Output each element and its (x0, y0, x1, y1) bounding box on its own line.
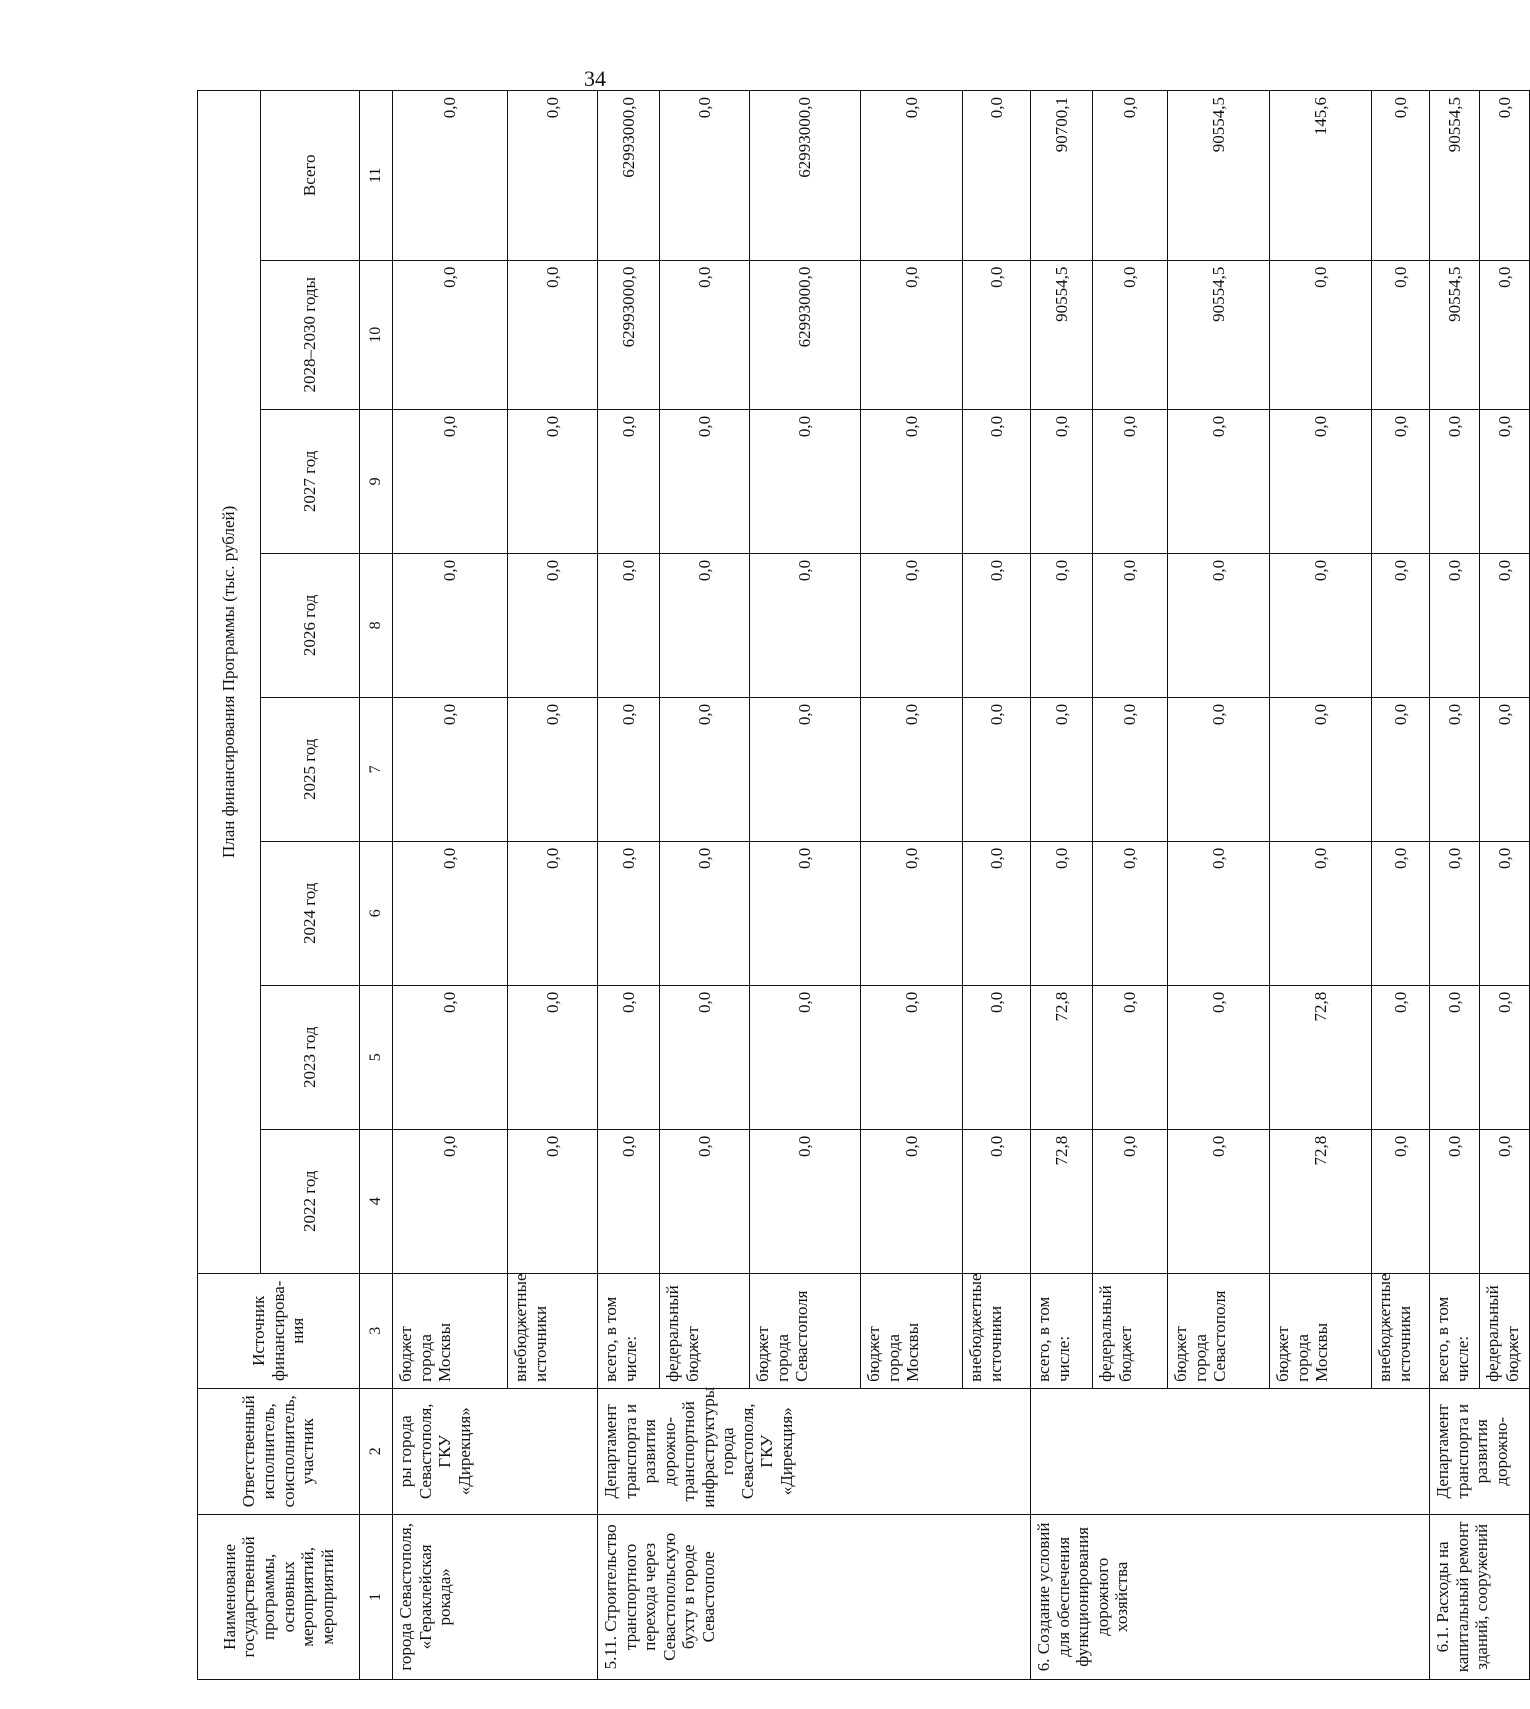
year-value: 0,0 (1372, 841, 1430, 985)
header-year: 2024 год (261, 841, 360, 985)
funding-source: внебюджетные источники (963, 1273, 1031, 1388)
total-value: 0,0 (660, 91, 750, 261)
year-value: 0,0 (1270, 409, 1372, 553)
year-value: 0,0 (963, 409, 1031, 553)
year-value: 0,0 (963, 553, 1031, 697)
year-value: 0,0 (1480, 841, 1530, 985)
year-value: 0,0 (1168, 409, 1270, 553)
year-value: 0,0 (660, 1129, 750, 1273)
rotated-table-container (197, 90, 1522, 1680)
year-value: 0,0 (1093, 985, 1168, 1129)
column-number: 5 (360, 985, 393, 1129)
funding-source: федеральный бюджет (660, 1273, 750, 1388)
year-value: 0,0 (750, 985, 861, 1129)
year-value: 0,0 (1372, 697, 1430, 841)
year-value: 0,0 (598, 553, 660, 697)
year-value: 0,0 (393, 260, 508, 409)
responsible-executor (1031, 1388, 1430, 1514)
total-value: 0,0 (1093, 91, 1168, 261)
total-value: 145,6 (1270, 91, 1372, 261)
funding-source: бюджет города Москвы (1270, 1273, 1372, 1388)
year-value: 0,0 (1372, 553, 1430, 697)
year-value: 0,0 (1430, 409, 1480, 553)
year-value: 0,0 (861, 409, 963, 553)
year-value: 0,0 (1372, 985, 1430, 1129)
year-value: 0,0 (1031, 697, 1093, 841)
year-value: 0,0 (1031, 553, 1093, 697)
year-value: 0,0 (1270, 697, 1372, 841)
year-value: 0,0 (1168, 985, 1270, 1129)
year-value: 0,0 (393, 697, 508, 841)
year-value: 0,0 (1430, 553, 1480, 697)
year-value: 0,0 (1430, 985, 1480, 1129)
year-value: 0,0 (861, 697, 963, 841)
funding-source: всего, в том числе: (598, 1273, 660, 1388)
total-value: 0,0 (1372, 91, 1430, 261)
funding-source: бюджет города Москвы (393, 1273, 508, 1388)
column-number: 2 (360, 1388, 393, 1514)
year-value: 0,0 (963, 841, 1031, 985)
year-value: 0,0 (1480, 1129, 1530, 1273)
table-body (393, 91, 1530, 1680)
year-value: 0,0 (1480, 697, 1530, 841)
column-number: 8 (360, 553, 393, 697)
total-value: 0,0 (1480, 91, 1530, 261)
year-value: 0,0 (660, 409, 750, 553)
header-total: Всего (261, 91, 360, 261)
year-value: 90554,5 (1168, 260, 1270, 409)
measure-name: 6.1. Расходы на капитальный ремонт зданий, сооружений (1430, 1514, 1530, 1679)
year-value: 0,0 (750, 1129, 861, 1273)
year-value: 0,0 (508, 841, 598, 985)
header-plan: План финансирования Программы (тыс. рублей) (198, 91, 261, 1274)
year-value: 0,0 (1480, 260, 1530, 409)
year-value: 0,0 (750, 841, 861, 985)
funding-source: бюджет города Москвы (861, 1273, 963, 1388)
header-source: Источник финансирова-ния (198, 1273, 360, 1388)
year-value: 0,0 (1430, 841, 1480, 985)
year-value: 72,8 (1031, 1129, 1093, 1273)
year-value: 0,0 (508, 1129, 598, 1273)
header-year: 2027 год (261, 409, 360, 553)
measure-name: 5.11. Строительство транспортного перехода через Севастопольскую бухту в городе Севастополе (598, 1514, 1031, 1679)
year-value: 90554,5 (1430, 260, 1480, 409)
header-year: 2026 год (261, 553, 360, 697)
year-value: 0,0 (1168, 553, 1270, 697)
year-value: 0,0 (1093, 409, 1168, 553)
year-value: 0,0 (598, 985, 660, 1129)
funding-source: внебюджетные источники (1372, 1273, 1430, 1388)
year-value: 0,0 (1430, 1129, 1480, 1273)
year-value: 0,0 (1031, 409, 1093, 553)
financing-table (197, 90, 1530, 1680)
year-value: 0,0 (508, 553, 598, 697)
year-value: 90554,5 (1031, 260, 1093, 409)
year-value: 0,0 (660, 553, 750, 697)
year-value: 72,8 (1031, 985, 1093, 1129)
year-value: 0,0 (598, 1129, 660, 1273)
year-value: 0,0 (1480, 553, 1530, 697)
table-row (393, 91, 508, 1680)
year-value: 0,0 (1093, 553, 1168, 697)
year-value: 0,0 (963, 985, 1031, 1129)
total-value: 62993000,0 (598, 91, 660, 261)
table-row (1031, 91, 1093, 1680)
header-name: Наименование государственной программы, основных мероприятий, мероприятий (198, 1514, 360, 1679)
total-value: 0,0 (861, 91, 963, 261)
year-value: 0,0 (750, 697, 861, 841)
responsible-executor: Департамент транспорта и развития дорожно-транспортной инфраструктуры города Севастополя, ГКУ «Дирекция» (598, 1388, 1031, 1514)
year-value: 0,0 (1372, 409, 1430, 553)
year-value: 0,0 (861, 985, 963, 1129)
year-value: 0,0 (393, 841, 508, 985)
year-value: 0,0 (393, 553, 508, 697)
total-value: 90700,1 (1031, 91, 1093, 261)
year-value: 0,0 (861, 1129, 963, 1273)
year-value: 0,0 (963, 697, 1031, 841)
year-value: 0,0 (660, 260, 750, 409)
year-value: 0,0 (750, 409, 861, 553)
page-number: 34 (584, 66, 606, 91)
header-executor: Ответственный исполнитель, соисполнитель, участник (198, 1388, 360, 1514)
year-value: 0,0 (1168, 697, 1270, 841)
total-value: 90554,5 (1168, 91, 1270, 261)
year-value: 0,0 (1168, 1129, 1270, 1273)
table-row (598, 91, 660, 1680)
year-value: 0,0 (393, 1129, 508, 1273)
year-value: 0,0 (861, 260, 963, 409)
funding-source: всего, в том числе: (1031, 1273, 1093, 1388)
year-value: 0,0 (660, 841, 750, 985)
year-value: 0,0 (393, 409, 508, 553)
year-value: 0,0 (393, 985, 508, 1129)
year-value: 0,0 (1270, 553, 1372, 697)
funding-source: внебюджетные источники (508, 1273, 598, 1388)
year-value: 0,0 (750, 553, 861, 697)
responsible-executor: Департамент транспорта и развития дорожно- (1430, 1388, 1530, 1514)
year-value: 72,8 (1270, 1129, 1372, 1273)
year-value: 0,0 (1372, 260, 1430, 409)
year-value: 0,0 (1093, 697, 1168, 841)
column-number: 11 (360, 91, 393, 261)
total-value: 0,0 (963, 91, 1031, 261)
header-row-1 (198, 91, 261, 1680)
column-number: 3 (360, 1273, 393, 1388)
year-value: 0,0 (861, 553, 963, 697)
year-value: 62993000,0 (750, 260, 861, 409)
responsible-executor: ры города Севастополя, ГКУ «Дирекция» (393, 1388, 598, 1514)
measure-name: 6. Создание условий для обеспечения функционирования дорожного хозяйства (1031, 1514, 1430, 1679)
year-value: 0,0 (1031, 841, 1093, 985)
column-number: 1 (360, 1514, 393, 1679)
year-value: 72,8 (1270, 985, 1372, 1129)
year-value: 0,0 (1480, 409, 1530, 553)
measure-name: города Севастополя, «Гераклейская рокада» (393, 1514, 598, 1679)
year-value: 0,0 (660, 697, 750, 841)
year-value: 0,0 (508, 260, 598, 409)
year-value: 0,0 (861, 841, 963, 985)
year-value: 0,0 (1430, 697, 1480, 841)
year-value: 0,0 (1093, 841, 1168, 985)
year-value: 0,0 (1270, 260, 1372, 409)
header-year: 2022 год (261, 1129, 360, 1273)
year-value: 0,0 (1168, 841, 1270, 985)
header-year: 2028–2030 годы (261, 260, 360, 409)
year-value: 0,0 (508, 985, 598, 1129)
column-number: 10 (360, 260, 393, 409)
year-value: 0,0 (1372, 1129, 1430, 1273)
column-number-row (360, 91, 393, 1680)
year-value: 0,0 (508, 697, 598, 841)
funding-source: федеральный бюджет (1480, 1273, 1530, 1388)
year-value: 0,0 (963, 260, 1031, 409)
table-row (1430, 91, 1480, 1680)
funding-source: всего, в том числе: (1430, 1273, 1480, 1388)
year-value: 0,0 (1480, 985, 1530, 1129)
year-value: 0,0 (1270, 841, 1372, 985)
column-number: 4 (360, 1129, 393, 1273)
column-number: 6 (360, 841, 393, 985)
total-value: 0,0 (393, 91, 508, 261)
year-value: 0,0 (508, 409, 598, 553)
total-value: 62993000,0 (750, 91, 861, 261)
year-value: 0,0 (598, 409, 660, 553)
year-value: 0,0 (963, 1129, 1031, 1273)
total-value: 90554,5 (1430, 91, 1480, 261)
year-value: 0,0 (598, 697, 660, 841)
column-number: 7 (360, 697, 393, 841)
funding-source: бюджет города Севастополя (1168, 1273, 1270, 1388)
year-value: 0,0 (660, 985, 750, 1129)
column-number: 9 (360, 409, 393, 553)
funding-source: федеральный бюджет (1093, 1273, 1168, 1388)
total-value: 0,0 (508, 91, 598, 261)
year-value: 0,0 (1093, 1129, 1168, 1273)
funding-source: бюджет города Севастополя (750, 1273, 861, 1388)
year-value: 62993000,0 (598, 260, 660, 409)
header-year: 2025 год (261, 697, 360, 841)
header-year: 2023 год (261, 985, 360, 1129)
year-value: 0,0 (1093, 260, 1168, 409)
year-value: 0,0 (598, 841, 660, 985)
